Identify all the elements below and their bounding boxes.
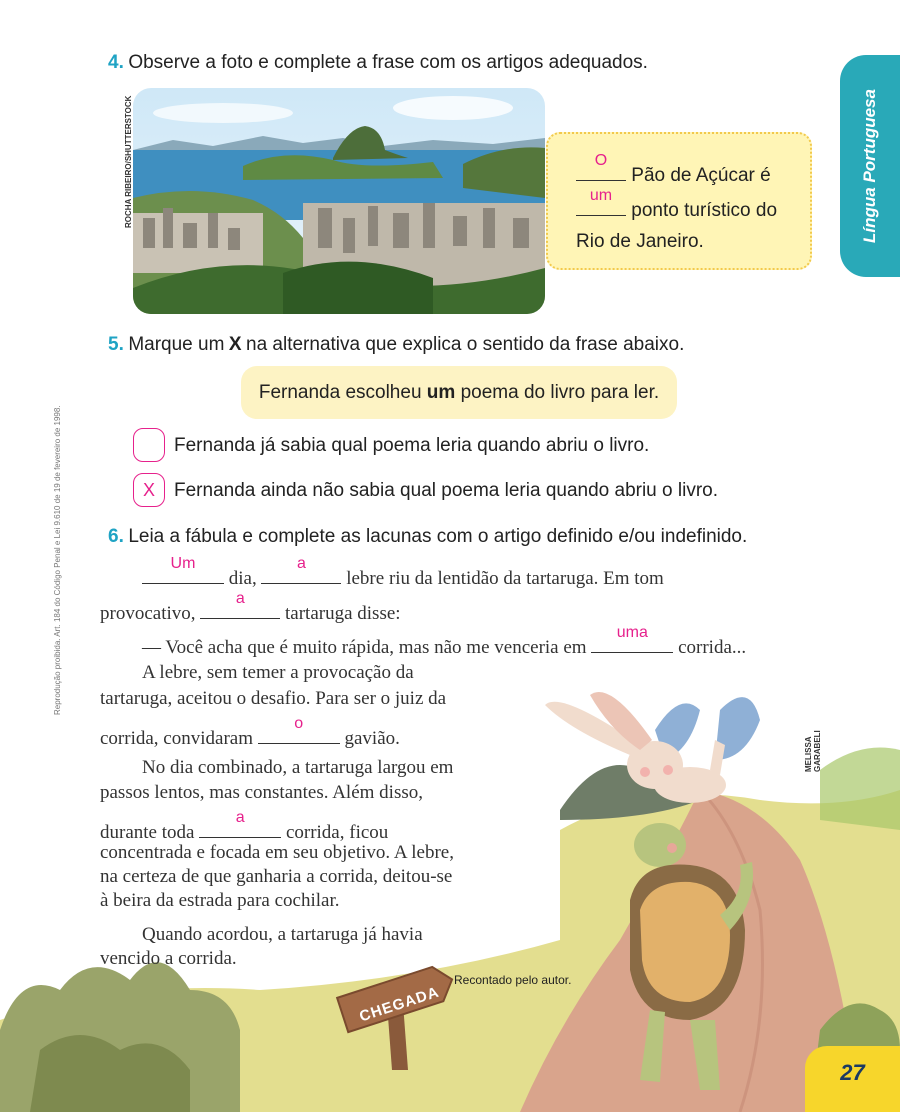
- question-5-number: 5.: [108, 334, 124, 355]
- fable-line-12: à beira da estrada para cochilar.: [100, 890, 340, 911]
- blank-q6-2[interactable]: a: [261, 563, 341, 584]
- rio-photo: [133, 88, 545, 314]
- blank-q4-1[interactable]: O: [576, 160, 626, 181]
- fable-line-3: — Você acha que é muito rápida, mas não me venceria em uma corrida...: [142, 624, 747, 658]
- finish-sign-text: CHEGADA: [357, 983, 442, 1026]
- answer-line-3: Rio de Janeiro.: [576, 231, 704, 252]
- fable-line-10: concentrada e focada em seu objetivo. A lebre,: [100, 842, 454, 863]
- fable-line-5: tartaruga, aceitou o desafio. Para ser o juiz da: [100, 688, 447, 709]
- fable-line-13: Quando acordou, a tartaruga já havia: [142, 924, 423, 945]
- subject-tab: [840, 55, 900, 277]
- page-number-badge: [805, 1046, 900, 1112]
- blank-q6-1[interactable]: Um: [142, 563, 224, 584]
- option-1-checkbox[interactable]: [133, 428, 165, 462]
- option-2-text: Fernanda ainda não sabia qual poema leria quando abriu o livro.: [174, 480, 718, 501]
- option-2-mark: X: [142, 480, 155, 500]
- fable-source: Recontado pelo autor.: [454, 973, 572, 987]
- answer-line-2: um ponto turístico do: [576, 195, 777, 222]
- blank-q4-2[interactable]: um: [576, 195, 626, 216]
- option-2-checkbox[interactable]: [133, 473, 165, 507]
- question-5: 5. Marque um X na alternativa que explica o sentido da frase abaixo.: [108, 334, 685, 355]
- blank-q6-6[interactable]: a: [199, 817, 281, 838]
- photo-credit: ROCHA RIBEIRO/SHUTTERSTOCK: [124, 95, 133, 228]
- fable-line-2: provocativo, a tartaruga disse:: [100, 590, 401, 624]
- fable-line-4: A lebre, sem temer a provocação da: [142, 662, 414, 683]
- question-4-number: 4.: [108, 52, 124, 73]
- blank-q6-5[interactable]: o: [258, 723, 340, 744]
- fable-line-1: Um dia, a lebre riu da lentidão da tartaruga. Em tom: [142, 563, 664, 590]
- option-1-text: Fernanda já sabia qual poema leria quando abriu o livro.: [174, 435, 650, 456]
- illustration-credit: MELISSA GARABELI: [804, 730, 822, 772]
- question-6-number: 6.: [108, 526, 124, 547]
- fable-line-14: vencido a corrida.: [100, 948, 237, 969]
- legal-note: Reprodução proibida. Art. 184 do Código Penal e Lei 9.610 de 19 de fevereiro de 1998.: [53, 405, 62, 715]
- question-6: 6. Leia a fábula e complete as lacunas com o artigo definido e/ou indefinido.: [108, 526, 748, 547]
- answer-line-1: O Pão de Açúcar é: [576, 160, 771, 187]
- question-4: [108, 52, 648, 74]
- question-4-text: Observe a foto e complete a frase com os artigos adequados.: [128, 52, 648, 73]
- fable-line-11: na certeza de que ganharia a corrida, deitou-se: [100, 866, 453, 887]
- page-number: 27: [840, 1060, 865, 1085]
- subject-tab-label: Língua Portuguesa: [860, 89, 879, 243]
- quote-text: Fernanda escolheu um poema do livro para ler.: [258, 382, 660, 403]
- fable-line-6: corrida, convidaram o gavião.: [100, 715, 400, 749]
- blank-q6-4[interactable]: uma: [591, 632, 673, 653]
- blank-q6-3[interactable]: a: [200, 598, 280, 619]
- fable-line-9: durante toda a corrida, ficou: [100, 809, 389, 843]
- fable-line-7: No dia combinado, a tartaruga largou em: [142, 757, 454, 778]
- fable-line-8: passos lentos, mas constantes. Além disso,: [100, 782, 423, 803]
